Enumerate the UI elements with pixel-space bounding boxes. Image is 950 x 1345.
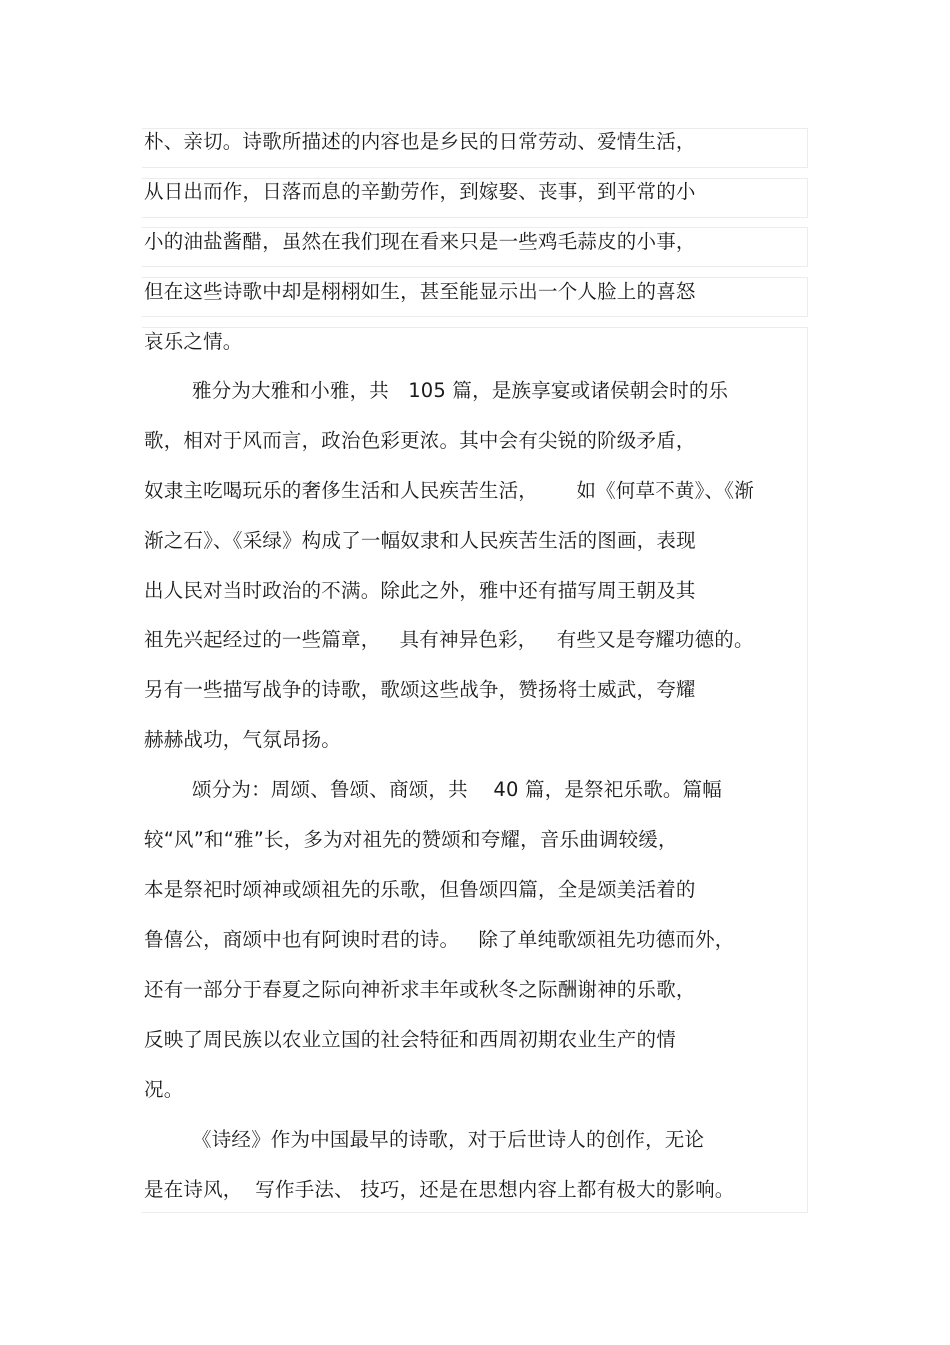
text-line: 较“风”和“雅”长，多为对祖先的赞颂和夸耀，音乐曲调较缓， [144,828,678,851]
paragraph-first-line: 颂分为：周颂、鲁颂、商颂，共 40 篇，是祭祀乐歌。篇幅 [192,778,723,801]
text-line: 哀乐之情。 [144,330,243,353]
text-line: 反映了周民族以农业立国的社会特征和西周初期农业生产的情 [144,1028,676,1051]
text-line: 歌，相对于风而言，政治色彩更浓。其中会有尖锐的阶级矛盾， [144,429,696,452]
text-line: 另有一些描写战争的诗歌，歌颂这些战争，赞扬将士威武，夸耀 [144,678,696,701]
text-line: 是在诗风， 写作手法、 技巧，还是在思想内容上都有极大的影响。 [144,1178,735,1201]
text-line: 小的油盐酱醋，虽然在我们现在看来只是一些鸡毛蒜皮的小事， [144,230,696,253]
text-line: 出人民对当时政治的不满。除此之外，雅中还有描写周王朝及其 [144,579,696,602]
text-box-frame [142,327,808,1213]
text-line: 但在这些诗歌中却是栩栩如生，甚至能显示出一个人脸上的喜怒 [144,280,696,303]
text-line: 赫赫战功，气氛昂扬。 [144,728,342,751]
text-line: 从日出而作，日落而息的辛勤劳作，到嫁娶、丧事，到平常的小 [144,180,696,203]
text-line: 朴、亲切。诗歌所描述的内容也是乡民的日常劳动、爱情生活， [144,130,696,153]
text-line: 祖先兴起经过的一些篇章， 具有神异色彩， 有些又是夸耀功德的。 [144,628,754,651]
paragraph-first-line: 《诗经》作为中国最早的诗歌，对于后世诗人的创作，无论 [192,1128,705,1151]
text-line: 本是祭祀时颂神或颂祖先的乐歌，但鲁颂四篇，全是颂美活着的 [144,878,696,901]
text-line: 渐之石》、《采绿》构成了一幅奴隶和人民疾苦生活的图画，表现 [144,529,696,552]
text-line: 奴隶主吃喝玩乐的奢侈生活和人民疾苦生活， 如《何草不黄》、《渐 [144,479,754,502]
text-line: 况。 [144,1078,184,1101]
text-line: 还有一部分于春夏之际向神祈求丰年或秋冬之际酬谢神的乐歌， [144,978,696,1001]
paragraph-first-line: 雅分为大雅和小雅，共 105 篇，是族享宴或诸侯朝会时的乐 [192,379,729,402]
text-line: 鲁僖公，商颂中也有阿谀时君的诗。 除了单纯歌颂祖先功德而外， [144,928,735,951]
